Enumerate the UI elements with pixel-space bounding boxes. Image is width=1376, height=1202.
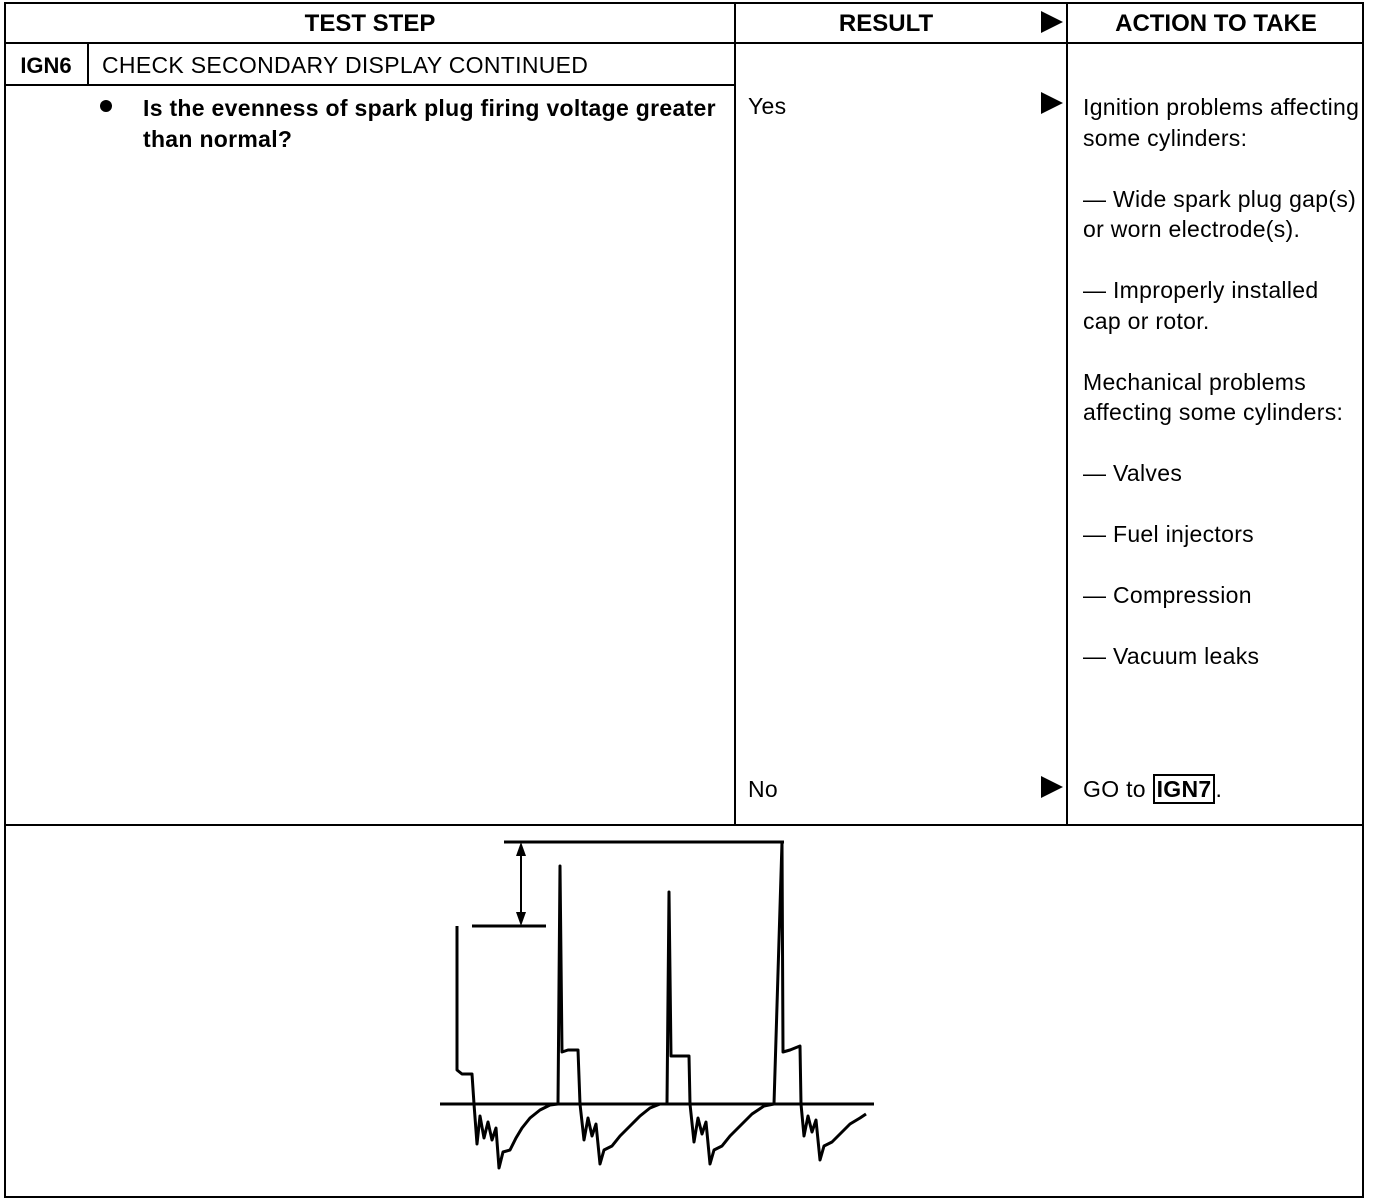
action-item: — Valves: [1083, 460, 1183, 486]
action-item: Mechanical problems affecting some cylinders:: [1083, 368, 1344, 425]
step-question: Is the evenness of spark plug firing voltage greater than normal?: [143, 95, 716, 152]
down-arrowhead-icon: [516, 912, 526, 926]
action-item: — Wide spark plug gap(s) or worn electrode(s).: [1083, 185, 1357, 242]
action-item: — Vacuum leaks: [1083, 643, 1260, 669]
action-item: — Compression: [1083, 582, 1252, 608]
cylinder-1-trace: [457, 926, 558, 1168]
step-id: IGN6: [20, 53, 72, 78]
step-title: CHECK SECONDARY DISPLAY CONTINUED: [102, 52, 589, 78]
action-item: Ignition problems affecting some cylinders:: [1083, 94, 1360, 151]
cylinder-3-trace: [667, 892, 774, 1164]
action-item: — Improperly installed cap or rotor.: [1083, 277, 1319, 334]
header-action: ACTION TO TAKE: [1115, 10, 1317, 37]
header-test-step: TEST STEP: [304, 10, 436, 37]
cylinder-4-trace: [774, 842, 866, 1160]
header-result: RESULT: [838, 10, 934, 37]
result-no: No: [748, 776, 779, 802]
cylinder-2-trace: [558, 866, 667, 1164]
action-no-prefix: GO to: [1083, 776, 1146, 802]
up-arrowhead-icon: [516, 842, 526, 856]
step-reference-link[interactable]: IGN7: [1153, 774, 1216, 804]
action-item: — Fuel injectors: [1083, 521, 1254, 547]
action-no-suffix: .: [1215, 776, 1223, 802]
result-yes: Yes: [748, 93, 787, 119]
